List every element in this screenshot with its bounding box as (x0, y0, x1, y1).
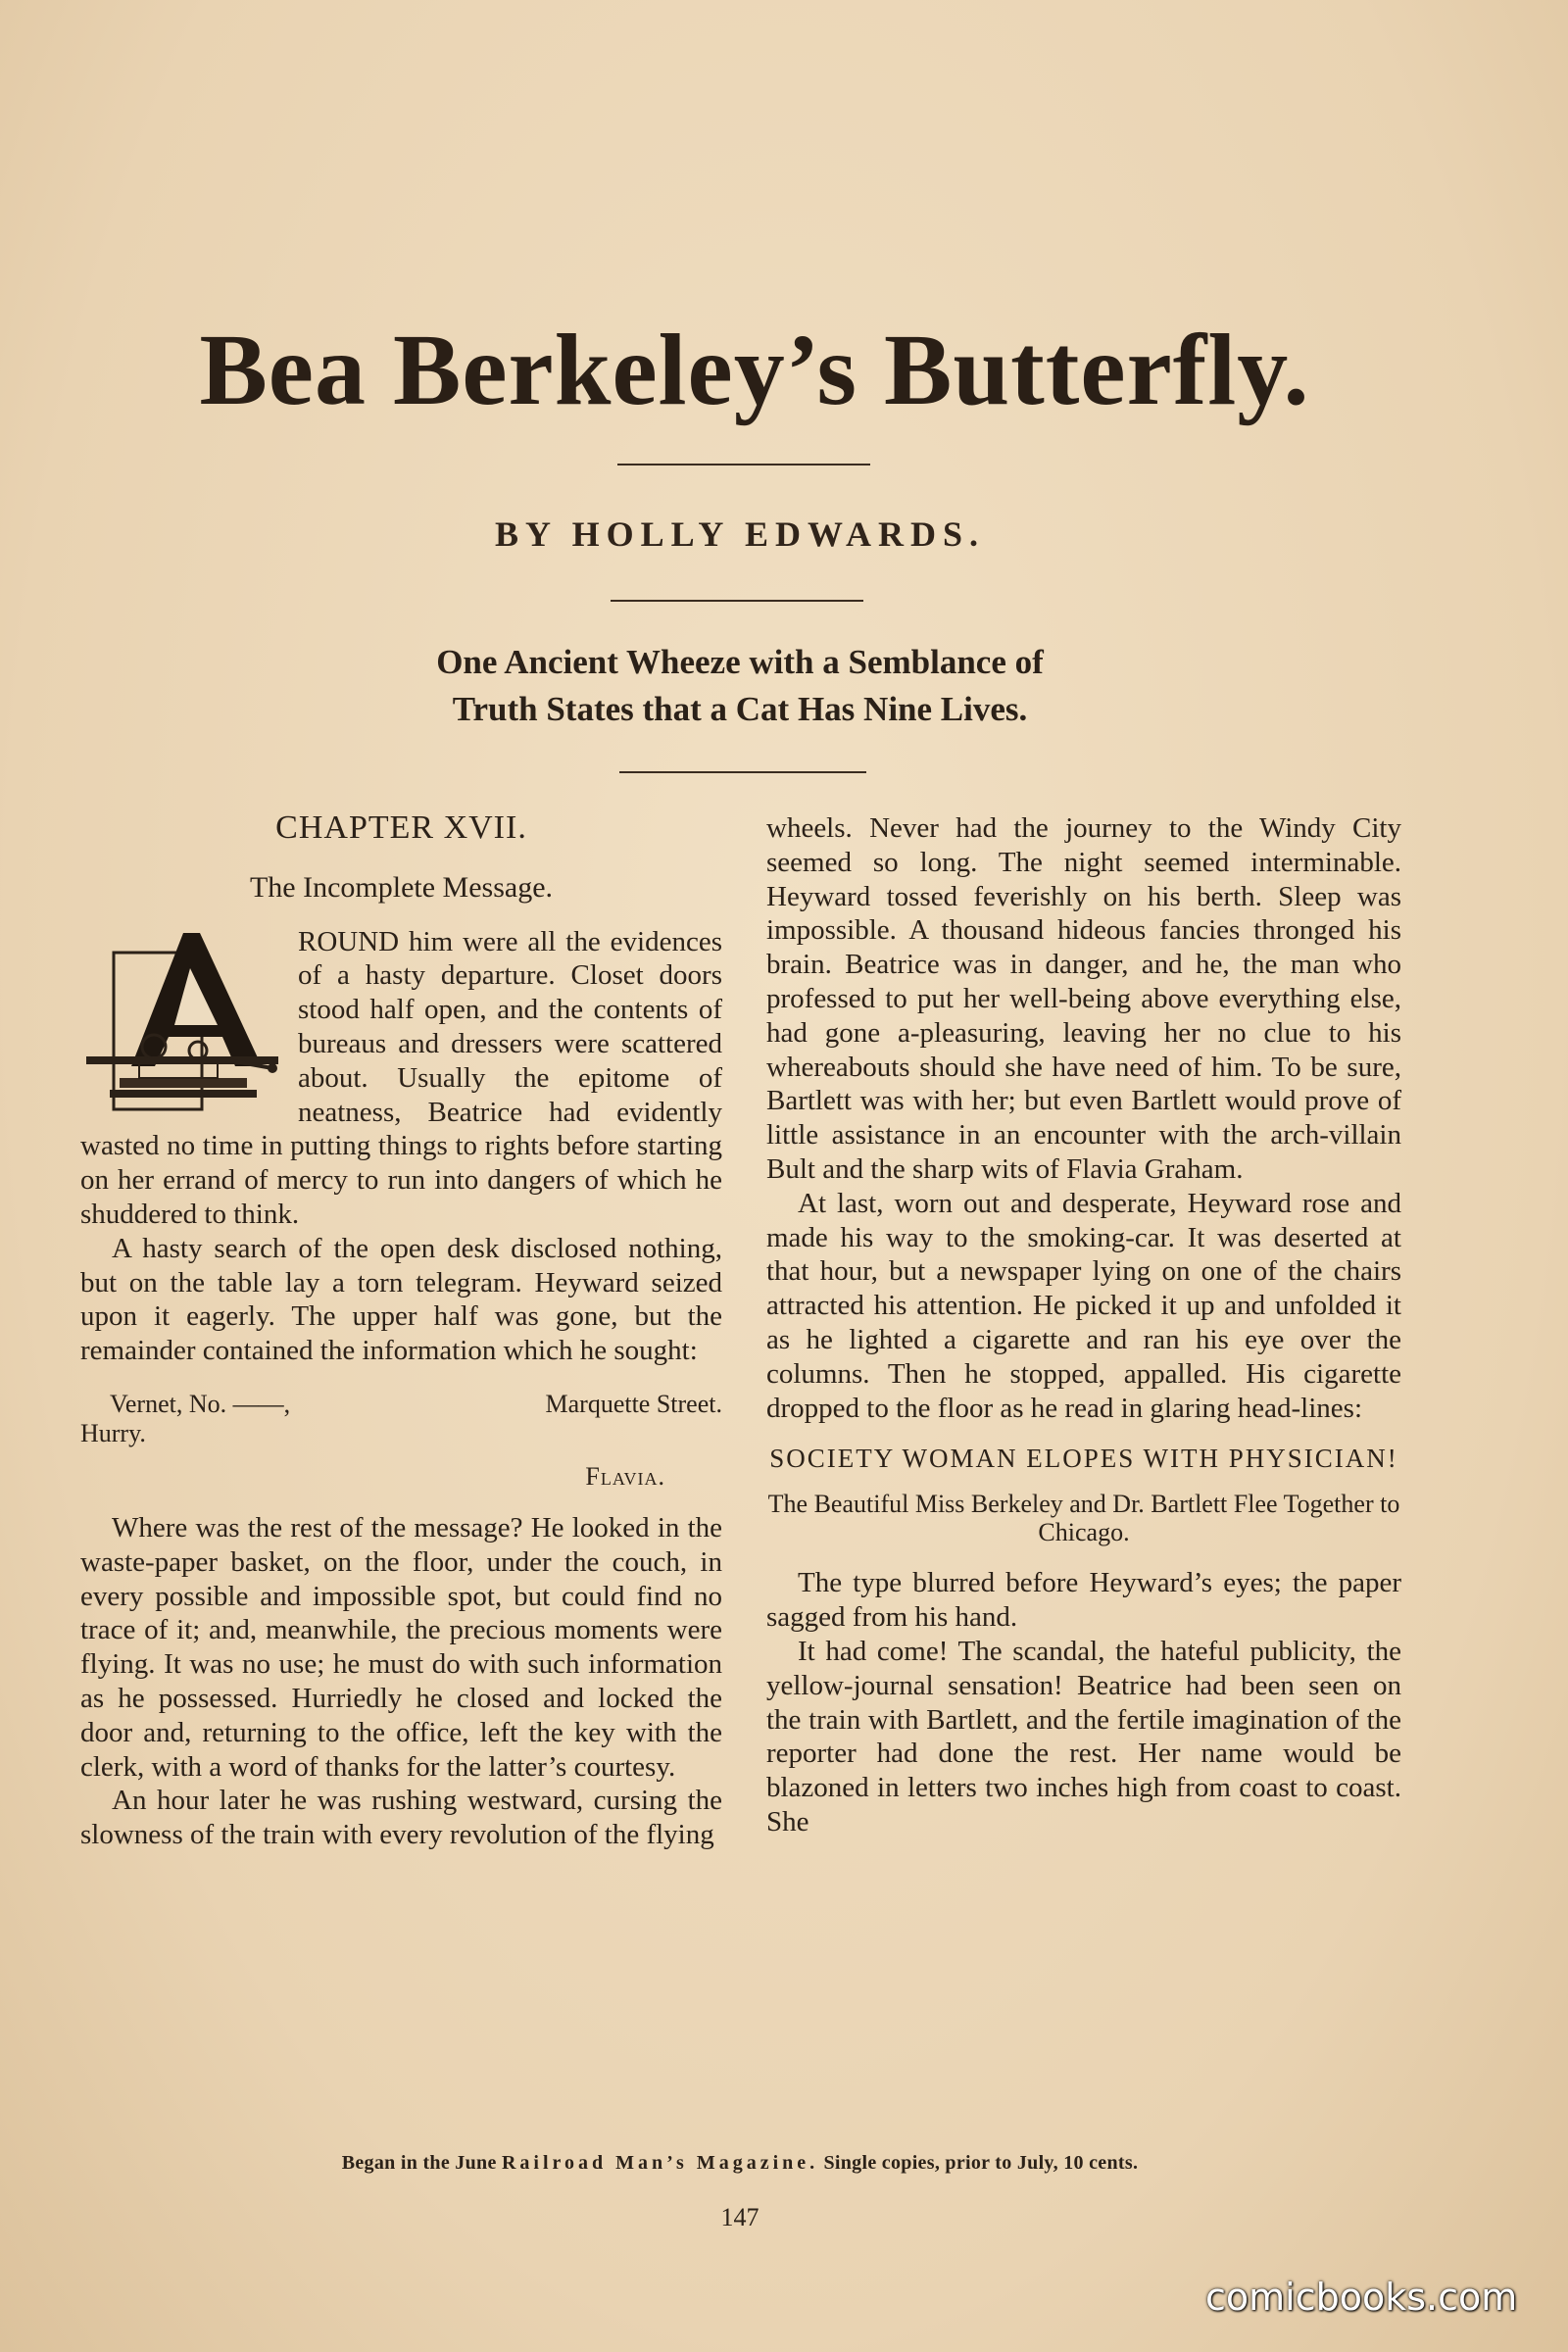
serial-note-price: Single copies, prior to July, 10 cents. (823, 2152, 1139, 2174)
story-subtitle (0, 639, 1480, 733)
chapter-subheading: The Incomplete Message. (249, 870, 554, 904)
right-column (766, 811, 1401, 2149)
paragraph: wheels. Never had the journey to the Windy City seemed so long. The night seemed interminable. Heyward tossed feverishly on his berth. Sleep was impossible. A thousand hideous fancies thronged his brain. Beatrice was in danger, and he, the man who professed to put her well-being above everything else, had gone a-pleasuring, leaving her no clue to his whereabouts should she have need of him. To be sure, Bartlett was with her; but even Bartlett would prove of little assistance in an encounter with the arch-villain Bult and the sharp wits of Flavia Graham. (766, 812, 1401, 1185)
byline: BY HOLLY EDWARDS. (494, 514, 986, 554)
paragraph: The type blurred before Heyward’s eyes; the paper sagged from his hand. (766, 1567, 1401, 1634)
paragraph: Where was the rest of the message? He looked in the waste-paper basket, on the floor, under the couch, in every possible and impossible spot, but could find no trace of it; and, meanwhile, the precious moments were flying. It was no use; he must do with such information as he possessed. Hurriedly he closed and locked the door and, returning to the office, left the key with the clerk, with a word of thanks for the latter’s courtesy. (80, 1511, 722, 1783)
chapter-heading: CHAPTER XVII. (275, 809, 527, 846)
title-rule (617, 464, 870, 466)
paragraph: ROUND him were all the evidences of a hasty departure. Closet doors stood half open, and the contents of bureaus and dressers were scattered about. Usually the epitome of neatness, Beatrice had evidently wasted no time in putting things to rights before starting on her errand of mercy to run into dangers of which he shuddered to think. (80, 925, 722, 1230)
serial-note-start: Began in the June (341, 2152, 497, 2174)
drop-cap-illustration (80, 931, 286, 1127)
paragraph: At last, worn out and desperate, Heyward rose and made his way to the smoking-car. It was deserted at that hour, but a newspaper lying on one of the chairs attracted his attention. He picked it up and unfolded it as he lighted a cigarette and ran his eye over the columns. Then he stopped, appalled. His cigarette dropped to the floor as he read in glaring head-lines: (766, 1187, 1401, 1424)
subtitle-rule (619, 771, 866, 773)
telegram-text (80, 1390, 722, 1492)
paragraph: An hour later he was rushing westward, cursing the slowness of the train with every revolution of the flying (80, 1785, 722, 1851)
subtitle-line-1: One Ancient Wheeze with a Semblance of (436, 643, 1044, 681)
paragraph: A hasty search of the open desk disclosed nothing, but on the table lay a torn telegram. Heyward seized upon it eagerly. The upper half was gone, but the remainder contained the information which he sought: (80, 1232, 722, 1367)
telegraph-key-drop-cap-icon (80, 931, 286, 1127)
newspaper-headline: SOCIETY WOMAN ELOPES WITH PHYSICIAN! (769, 1444, 1398, 1474)
serial-note-magazine: Railroad Man’s Magazine. (501, 2152, 819, 2174)
newspaper-subhead: The Beautiful Miss Berkeley and Dr. Bartlett Flee Together to Chicago. (767, 1490, 1400, 1547)
telegram-hurry: Hurry. (80, 1418, 146, 1447)
byline-rule (611, 600, 863, 602)
telegram-street: Marquette Street. (545, 1389, 722, 1418)
paragraph: It had come! The scandal, the hateful publicity, the yellow-journal sensation! Beatrice had been seen on the train with Bartlett, and the fertile imagination of the reporter had done the rest. Her name would be blazoned in letters two inches high from coast to coast. She (766, 1635, 1401, 1838)
subtitle-line-2: Truth States that a Cat Has Nine Lives. (452, 690, 1028, 728)
story-title: Bea Berkeley’s Butterfly. (199, 314, 1310, 426)
telegram-signature: Flavia. (585, 1461, 665, 1491)
watermark: comicbooks.com (1205, 2276, 1518, 2319)
serial-note (0, 2152, 1480, 2175)
telegram-address: Vernet, No. ——, (110, 1389, 291, 1418)
page-number: 147 (720, 2203, 760, 2231)
left-column (80, 811, 722, 2149)
